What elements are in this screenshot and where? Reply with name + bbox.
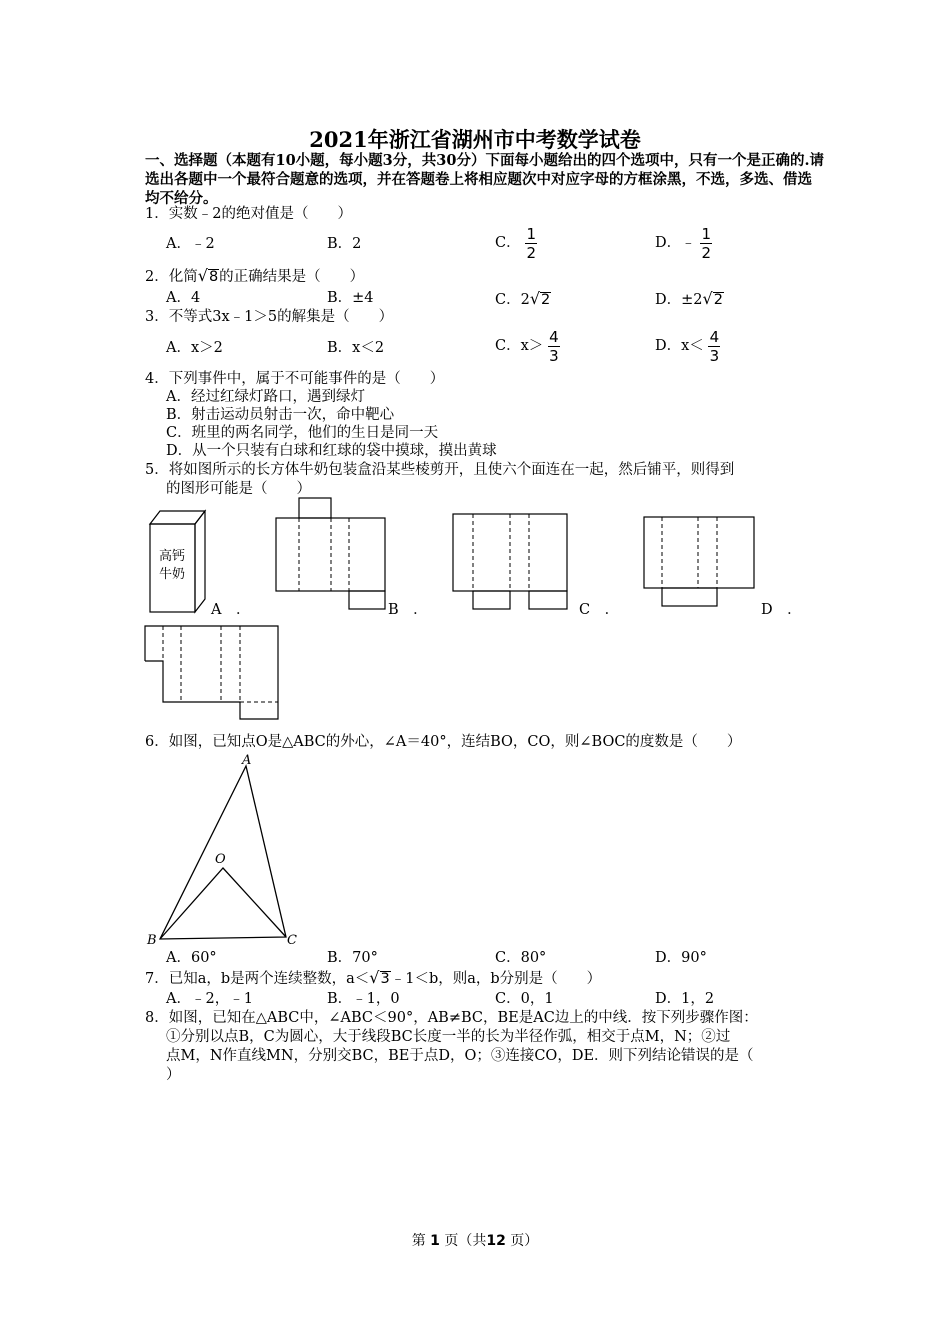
question-5-stem-line2: 的图形可能是（ ） <box>166 481 311 497</box>
question-8-line3: 点M，N作直线MN，分别交BC，BE于点D，O；③连接CO，DE．则下列结论错误的是（ <box>166 1048 754 1064</box>
point-label-c: C <box>287 933 297 947</box>
q6-option-b[interactable]: B．70° <box>327 950 378 966</box>
fraction: $\frac{1}{2}$ <box>701 225 712 262</box>
q2-option-c[interactable]: C．2√2 <box>495 289 551 308</box>
q3-option-d[interactable]: D．x＜ $\frac{4}{3}$ <box>655 328 720 365</box>
q4-option-b[interactable]: B．射击运动员射击一次，命中靶心 <box>166 407 395 423</box>
q7-option-b[interactable]: B．﹣1，0 <box>327 991 400 1007</box>
question-8-line1: 8．如图，已知在△ABC中，∠ABC＜90°，AB≠BC，BE是AC边上的中线．按下列步骤作图： <box>145 1010 758 1026</box>
q5-option-c[interactable]: C ． <box>579 602 620 618</box>
q1-option-b[interactable]: B．2 <box>327 236 362 252</box>
q2-option-b[interactable]: B．±4 <box>327 290 374 306</box>
q3-option-c[interactable]: C．x＞ $\frac{4}{3}$ <box>495 328 559 365</box>
q1-option-a[interactable]: A．﹣2 <box>166 236 215 252</box>
question-4-stem: 4．下列事件中，属于不可能事件的是（ ） <box>145 371 445 387</box>
point-label-o: O <box>215 852 226 867</box>
q2-option-d[interactable]: D．±2√2 <box>655 289 723 308</box>
q4-option-c[interactable]: C．班里的两名同学，他们的生日是同一天 <box>166 425 439 441</box>
triangle-circumcenter-figure <box>145 752 305 947</box>
question-6-stem: 6．如图，已知点O是△ABC的外心，∠A＝40°，连结BO，CO，则∠BOC的度数是（ ） <box>145 734 742 750</box>
q4-option-a[interactable]: A．经过红绿灯路口，遇到绿灯 <box>166 389 365 405</box>
question-3-stem: 3．不等式3x﹣1＞5的解集是（ ） <box>145 309 394 325</box>
q7-option-c[interactable]: C．0，1 <box>495 991 554 1007</box>
fraction: $\frac{4}{3}$ <box>709 328 720 365</box>
question-1-stem: 1．实数﹣2的绝对值是（ ） <box>145 206 352 222</box>
q6-option-d[interactable]: D．90° <box>655 950 707 966</box>
q3-option-b[interactable]: B．x＜2 <box>327 340 385 356</box>
milk-box-figure <box>145 508 215 616</box>
question-2-stem: 2．化简√8的正确结果是（ ） <box>145 266 365 285</box>
box-label-line1: 高钙 <box>158 549 186 564</box>
q5-option-b[interactable]: B ． <box>388 602 428 618</box>
q5-option-d[interactable]: D ． <box>761 602 802 618</box>
q7-option-d[interactable]: D．1，2 <box>655 991 715 1007</box>
q6-option-c[interactable]: C．80° <box>495 950 547 966</box>
q2-option-a[interactable]: A．4 <box>166 290 201 306</box>
point-label-b: B <box>147 933 157 947</box>
question-8-line2: ①分别以点B，C为圆心，大于线段BC长度一半的长为半径作弧，相交于点M，N；②过 <box>166 1029 731 1045</box>
page-title: 2021年浙江省湖州市中考数学试卷 <box>309 127 641 152</box>
page-number: 1 <box>430 1233 440 1249</box>
net-figure-c <box>452 512 570 612</box>
point-label-a: A <box>242 753 252 768</box>
page-total: 12 <box>486 1233 506 1249</box>
q4-option-d[interactable]: D．从一个只装有白球和红球的袋中摸球，摸出黄球 <box>166 443 497 459</box>
question-8-line4: ） <box>166 1067 181 1083</box>
net-figure-b <box>275 496 387 612</box>
fraction: $\frac{4}{3}$ <box>549 328 559 365</box>
page-footer: 第 1 页（共12 页） <box>411 1233 539 1249</box>
q1-option-c[interactable]: C． $\frac{1}{2}$ <box>495 225 536 262</box>
net-figure-extra <box>143 624 283 722</box>
section-heading: 一、选择题（本题有10小题，每小题3分，共30分）下面每小题给出的四个选项中，只有一个是正确的.请选出各题中一个最符合题意的选项，并在答题卷上将相应题次中对应字母的方框涂黑，不选，多选、借选均不给分。 <box>145 152 824 207</box>
question-5-stem-line1: 5．将如图所示的长方体牛奶包装盒沿某些棱剪开，且使六个面连在一起，然后铺平，则得到 <box>145 462 735 478</box>
q7-option-a[interactable]: A．﹣2，﹣1 <box>166 991 253 1007</box>
fraction: $\frac{1}{2}$ <box>526 225 536 262</box>
q5-option-a[interactable]: A ． <box>211 602 251 618</box>
q6-option-a[interactable]: A．60° <box>166 950 217 966</box>
net-figure-d <box>643 515 757 609</box>
q1-option-d[interactable]: D．﹣ $\frac{1}{2}$ <box>655 225 712 262</box>
q3-option-a[interactable]: A．x＞2 <box>166 340 223 356</box>
question-7-stem: 7．已知a，b是两个连续整数，a＜√3﹣1＜b，则a，b分别是（ ） <box>145 968 602 987</box>
box-label-line2: 牛奶 <box>158 567 186 582</box>
